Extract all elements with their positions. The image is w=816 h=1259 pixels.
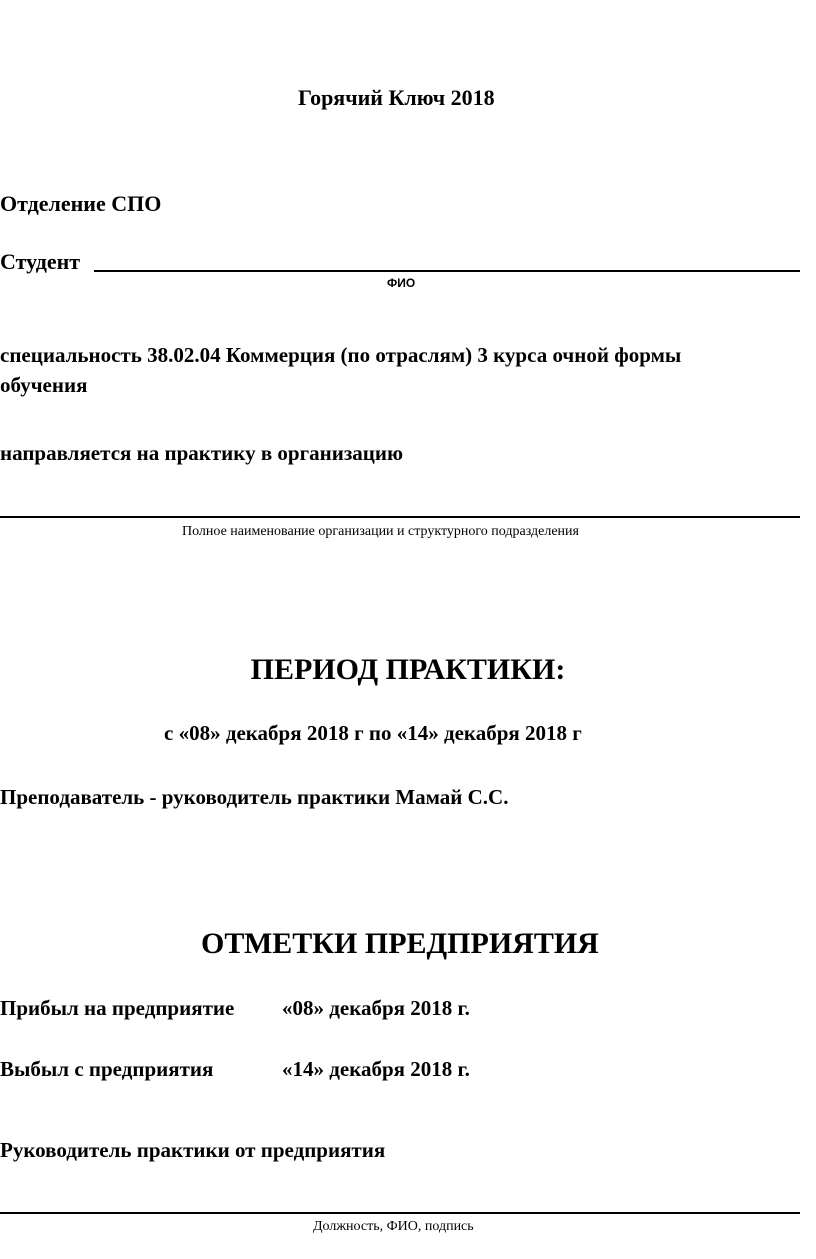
period-dates: с «08» декабря 2018 г по «14» декабря 2018 г <box>164 721 582 745</box>
arrived-date: «08» декабря 2018 г. <box>282 996 470 1020</box>
departed-label: Выбыл с предприятия <box>0 1057 214 1081</box>
arrived-label: Прибыл на предприятие <box>0 996 235 1020</box>
organization-caption: Полное наименование организации и структурного подразделения <box>182 524 579 539</box>
specialty-line-1: специальность 38.02.04 Коммерция (по отраслям) 3 курса очной формы <box>0 343 682 367</box>
period-heading: ПЕРИОД ПРАКТИКИ: <box>250 653 566 686</box>
organization-line <box>0 516 800 518</box>
city-year-title: Горячий Ключ 2018 <box>298 85 495 110</box>
company-marks-heading: ОТМЕТКИ ПРЕДПРИЯТИЯ <box>201 927 599 960</box>
teacher-supervisor: Преподаватель - руководитель практики Мамай С.С. <box>0 785 509 809</box>
direction-text: направляется на практику в организацию <box>0 441 404 465</box>
supervisor-signature-caption: Должность, ФИО, подпись <box>313 1219 474 1234</box>
specialty-line-2: обучения <box>0 373 88 397</box>
departed-date: «14» декабря 2018 г. <box>282 1057 470 1081</box>
student-name-line <box>94 270 800 272</box>
student-fio-caption: ФИО <box>387 276 416 290</box>
supervisor-signature-line <box>0 1212 800 1214</box>
department-label: Отделение СПО <box>0 191 162 216</box>
company-supervisor-label: Руководитель практики от предприятия <box>0 1138 386 1162</box>
student-label: Студент <box>0 249 81 274</box>
